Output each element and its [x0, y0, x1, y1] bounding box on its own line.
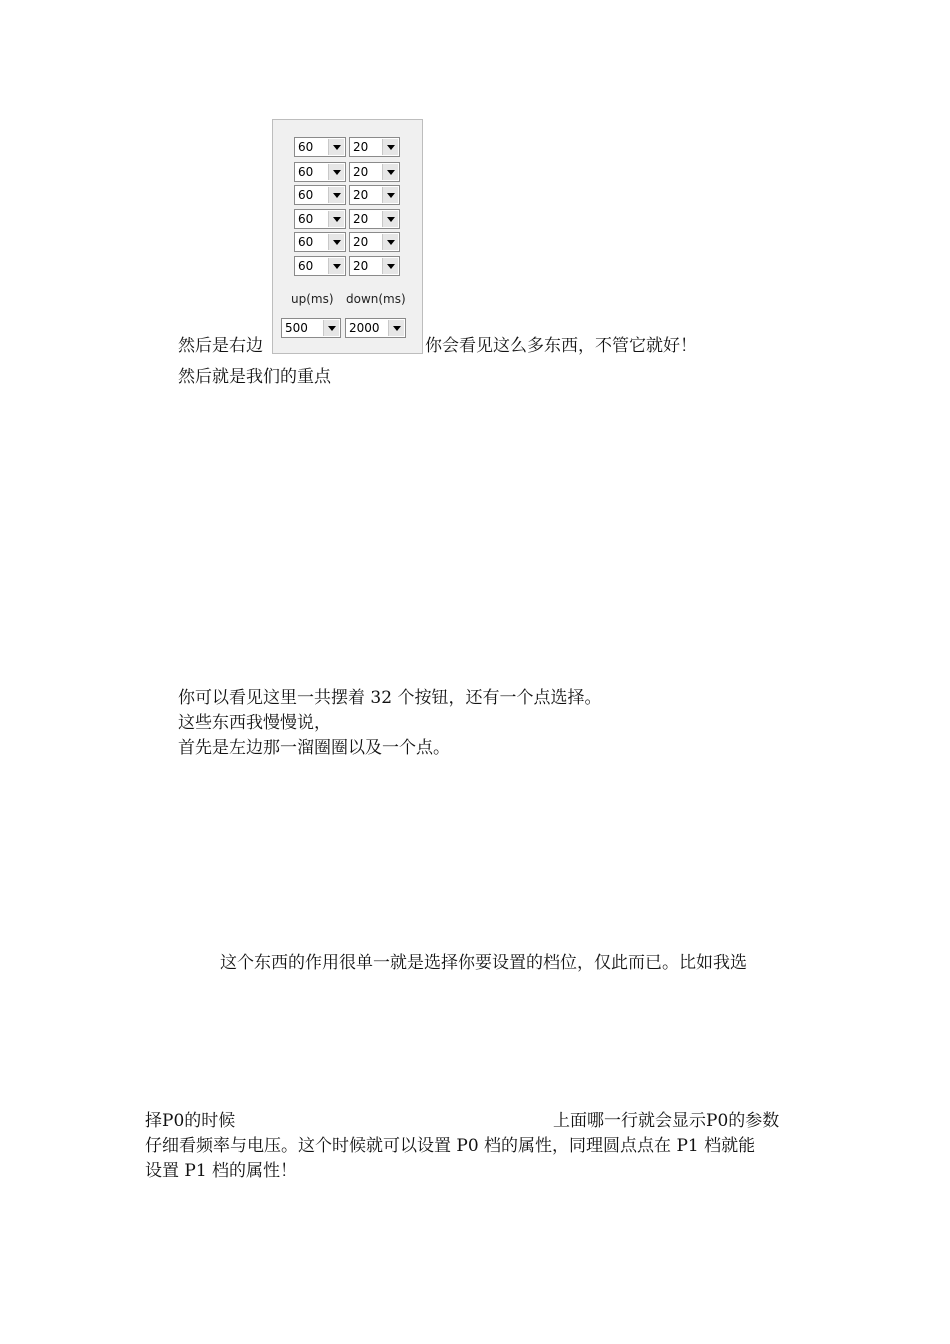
chevron-down-icon[interactable]	[328, 234, 344, 250]
paragraph-5: 首先是左边那一溜圈圈以及一个点。	[178, 738, 450, 758]
chevron-down-icon[interactable]	[328, 164, 344, 180]
dropdown-value: 60	[298, 259, 314, 273]
chevron-down-icon[interactable]	[388, 320, 404, 336]
paragraph-4: 这些东西我慢慢说，	[178, 713, 331, 733]
dropdown-value: 2000	[349, 321, 380, 335]
chevron-down-icon[interactable]	[328, 211, 344, 227]
up-dropdown-2[interactable]	[294, 162, 346, 182]
dropdown-value: 60	[298, 235, 314, 249]
chevron-down-icon[interactable]	[382, 164, 398, 180]
down-total-dropdown[interactable]	[345, 318, 406, 338]
chevron-down-icon[interactable]	[382, 187, 398, 203]
up-total-dropdown[interactable]	[281, 318, 341, 338]
chevron-down-icon[interactable]	[382, 211, 398, 227]
paragraph-1-end: 你会看见这么多东西，不管它就好！	[425, 336, 697, 356]
up-dropdown-6[interactable]	[294, 256, 346, 276]
dropdown-value: 60	[298, 188, 314, 202]
chevron-down-icon[interactable]	[382, 139, 398, 155]
down-dropdown-6[interactable]	[349, 256, 400, 276]
timing-panel-screenshot	[272, 119, 423, 354]
dropdown-value: 20	[353, 212, 369, 226]
chevron-down-icon[interactable]	[323, 320, 339, 336]
up-label: up(ms)	[291, 292, 334, 306]
dropdown-value: 20	[353, 165, 369, 179]
paragraph-3: 你可以看见这里一共摆着 32 个按钮，还有一个点选择。	[178, 688, 602, 708]
chevron-down-icon[interactable]	[328, 187, 344, 203]
paragraph-7-start: 择P0的时候	[145, 1111, 236, 1131]
chevron-down-icon[interactable]	[382, 234, 398, 250]
paragraph-6: 这个东西的作用很单一就是选择你要设置的档位，仅此而已。比如我选	[220, 953, 747, 973]
dropdown-value: 500	[285, 321, 308, 335]
paragraph-8: 仔细看频率与电压。这个时候就可以设置 P0 档的属性，同理圆点点在 P1 档就能	[145, 1136, 756, 1156]
up-dropdown-5[interactable]	[294, 232, 346, 252]
down-dropdown-2[interactable]	[349, 162, 400, 182]
dropdown-value: 20	[353, 259, 369, 273]
dropdown-value: 60	[298, 140, 314, 154]
down-dropdown-5[interactable]	[349, 232, 400, 252]
dropdown-value: 60	[298, 165, 314, 179]
chevron-down-icon[interactable]	[382, 258, 398, 274]
paragraph-9: 设置 P1 档的属性！	[145, 1161, 298, 1181]
dropdown-value: 20	[353, 140, 369, 154]
down-dropdown-1[interactable]	[349, 137, 400, 157]
paragraph-7-end: 上面哪一行就会显示P0的参数	[553, 1111, 780, 1131]
dropdown-value: 20	[353, 235, 369, 249]
up-dropdown-3[interactable]	[294, 185, 346, 205]
dropdown-value: 60	[298, 212, 314, 226]
paragraph-1-start: 然后是右边	[178, 336, 263, 356]
chevron-down-icon[interactable]	[328, 139, 344, 155]
down-dropdown-3[interactable]	[349, 185, 400, 205]
up-dropdown-1[interactable]	[294, 137, 346, 157]
down-dropdown-4[interactable]	[349, 209, 400, 229]
chevron-down-icon[interactable]	[328, 258, 344, 274]
dropdown-value: 20	[353, 188, 369, 202]
paragraph-2: 然后就是我们的重点	[178, 367, 331, 387]
up-dropdown-4[interactable]	[294, 209, 346, 229]
down-label: down(ms)	[346, 292, 406, 306]
